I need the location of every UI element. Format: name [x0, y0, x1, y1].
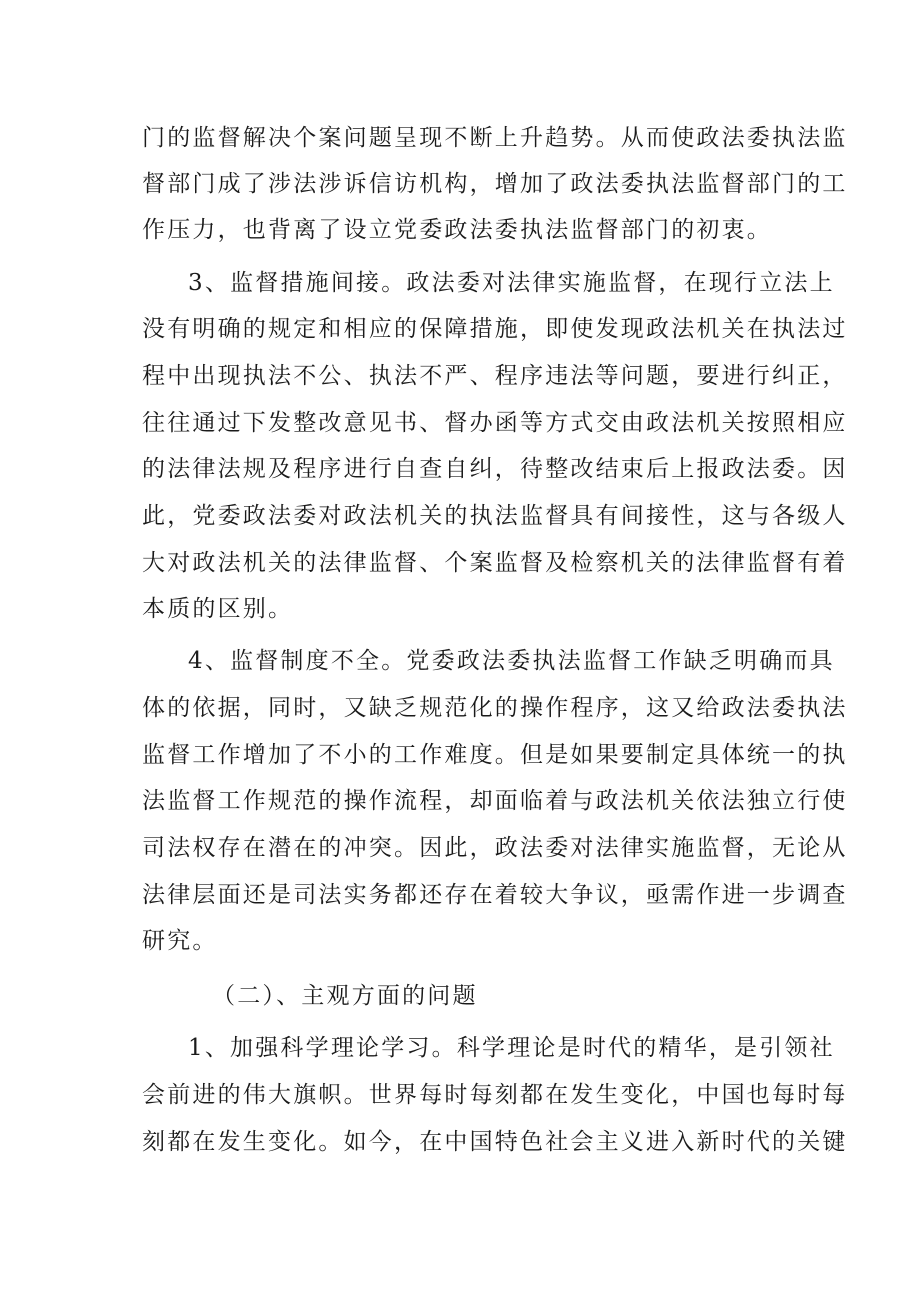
- text-line: 门的监督解决个案问题呈现不断上升趋势。从而使政法委执法监: [142, 125, 848, 151]
- text-line: 此，党委政法委对政法机关的执法监督具有间接性，这与各级人: [142, 503, 848, 529]
- text-line: 往往通过下发整改意见书、督办函等方式交由政法机关按照相应: [142, 410, 848, 436]
- text-line: 本质的区别。: [142, 596, 294, 622]
- text-line: 体的依据，同时，又缺乏规范化的操作程序，这又给政法委执法: [142, 695, 848, 721]
- text-line: 司法权存在潜在的冲突。因此，政法委对法律实施监督，无论从: [142, 835, 848, 861]
- text-line: 刻都在发生变化。如今，在中国特色社会主义进入新时代的关键: [142, 1129, 848, 1155]
- text-line: 会前进的伟大旗帜。世界每时每刻都在发生变化，中国也每时每: [142, 1082, 848, 1108]
- paragraph-start: 4、监督制度不全。党委政法委执法监督工作缺乏明确而具: [188, 648, 835, 674]
- text-line: 督部门成了涉法涉诉信访机构，增加了政法委执法监督部门的工: [142, 171, 848, 197]
- text-line: 法律层面还是司法实务都还存在着较大争议，亟需作进一步调查: [142, 882, 848, 908]
- paragraph-start: 3、监督措施间接。政法委对法律实施监督，在现行立法上: [188, 270, 835, 296]
- text-line: 程中出现执法不公、执法不严、程序违法等问题，要进行纠正，: [142, 363, 848, 389]
- section-heading: （二）、主观方面的问题: [212, 983, 478, 1009]
- text-line: 法监督工作规范的操作流程，却面临着与政法机关依法独立行使: [142, 788, 848, 814]
- text-line: 没有明确的规定和相应的保障措施，即使发现政法机关在执法过: [142, 316, 848, 342]
- paragraph-start: 1、加强科学理论学习。科学理论是时代的精华，是引领社: [188, 1035, 835, 1061]
- text-line: 监督工作增加了不小的工作难度。但是如果要制定具体统一的执: [142, 742, 848, 768]
- text-line: 的法律法规及程序进行自查自纠，待整改结束后上报政法委。因: [142, 456, 848, 482]
- text-line: 大对政法机关的法律监督、个案监督及检察机关的法律监督有着: [142, 550, 848, 576]
- text-line: 研究。: [142, 928, 218, 954]
- text-line: 作压力，也背离了设立党委政法委执法监督部门的初衷。: [142, 217, 772, 243]
